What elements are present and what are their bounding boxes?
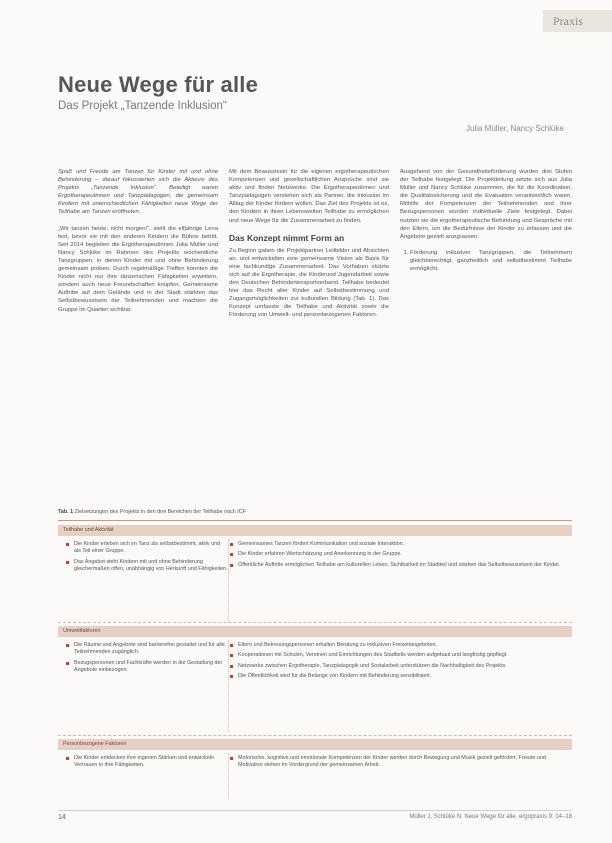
table-section — [58, 642, 572, 722]
table-cell: Eltern und Betreuungspersonen erhalten Beratung zu inklusiven Freizeitangeboten. — [230, 642, 565, 649]
body-paragraph: Ausgehend von der Gesundheitsförderung wurden drei Stufen der Teilhabe festgelegt. Die Projektleitung setzte sich aus Julia Müller und Nancy Schlüke zusammen, die für die Koordination, die Qualitätssicherung und die Evaluation verantwortlich waren. Mithilfe der Kompetenzen der Teilnehmenden und ihrer Bezugspersonen wurden individuelle Ziele festgelegt. Dabei nutzten sie die ergotherapeutische Befundung und Gespräche mit den Eltern, um die Bedürfnisse der Kinder zu erfassen und die Angebote gezielt anzupassen. — [400, 169, 572, 240]
table-section — [58, 541, 572, 611]
table-cell: Die Öffentlichkeit wird für die Belange von Kindern mit Behinderung sensibilisiert. — [230, 673, 565, 680]
table-cell: Das Angebot steht Kindern mit und ohne Behinderung gleichermaßen offen, unabhängig von Herkunft und Fähigkeiten. — [66, 559, 228, 574]
table-section-head: Personbezogene Faktoren — [58, 739, 572, 750]
column-2 — [229, 168, 389, 328]
table-section-head: Umweltfaktoren — [58, 626, 572, 637]
table-caption-text: Zielsetzungen des Projekts in den drei Bereichen der Teilhabe nach ICF — [74, 509, 246, 515]
column-divider — [228, 753, 229, 799]
table-cell: Öffentliche Auftritte ermöglichen Teilhabe am kulturellen Leben, Sichtbarkeit im Stadtteil und stärken das Selbstbewusstsein der Kinder. — [230, 562, 565, 569]
section-tag: Praxis — [543, 10, 612, 32]
table-caption-label: Tab. 1 — [58, 509, 74, 515]
column-3 — [400, 168, 572, 273]
row-divider — [58, 735, 572, 736]
column-1 — [58, 168, 218, 322]
table-cell: Die Kinder erleben sich im Tanz als selbstbestimmt, aktiv und als Teil einer Gruppe. — [66, 541, 228, 556]
column-divider — [228, 640, 229, 732]
table-cell: Die Kinder entdecken ihre eigenen Stärken und entwickeln Vertrauen in ihre Fähigkeiten. — [66, 755, 228, 770]
table-cell: Bezugspersonen und Fachkräfte werden in die Gestaltung der Angebote einbezogen. — [66, 660, 228, 675]
body-paragraph: „Wir tanzen heute, nicht morgen!“, stellt die elfjährige Lena fest, bevor sie mit den anderen Kindern die Bühne betritt. Seit 2014 begleiten die Ergotherapeutinnen Julia Müller und Nancy Schlüke im Rahmen des Projekts wöchentliche Tanzgruppen, in denen Kinder mit und ohne Behinderung gemeinsam proben. Durch regelmäßige Treffen konnten die Kinder nicht nur ihre tänzerischen Fähigkeiten erweitern, sondern auch neue Freundschaften knüpfen. Gemeinsame Auftritte auf dem Gelände und in der Stadt stärkten das Selbstbewusstsein der Teilnehmenden und machten die Gruppe im Quartier sichtbar. — [58, 225, 218, 313]
table-cell: Die Räume und Angebote sind barrierefrei gestaltet und für alle Teilnehmenden zugänglich. — [66, 642, 228, 657]
intro-paragraph: Spaß und Freude am Tanzen für Kinder mit und ohne Behinderung – darauf fokussierten sich die Akteure des Projekts „Tanzende Inklusion“. Beteiligt waren Ergotherapeutinnen und Tanzpädagogen, die gemeinsam Kindern mit unterschiedlichen Fähigkeiten neue Wege der Teilhabe am Tanzen eröffneten. — [58, 169, 218, 216]
table-caption — [58, 509, 246, 515]
table-cell: Gemeinsames Tanzen fördert Kommunikation und soziale Interaktion. — [230, 541, 565, 548]
authors: Julia Müller, Nancy Schlüke — [466, 124, 564, 133]
table-section — [58, 755, 572, 799]
table-cell: Motorische, kognitive und emotionale Kompetenzen der Kinder werden durch Bewegung und Musik gezielt gefördert; Freude und Motivation stehen im Vordergrund der gemeinsamen Arbeit. — [230, 755, 565, 770]
row-divider — [58, 622, 572, 623]
goals-table — [58, 520, 572, 803]
table-cell: Netzwerke zwischen Ergotherapie, Tanzpädagogik und Sozialarbeit unterstützen die Nachhaltigkeit des Projekts. — [230, 663, 565, 670]
section-heading: Das Konzept nimmt Form an — [229, 232, 345, 243]
footer-rule — [58, 810, 572, 811]
table-cell: Kooperationen mit Schulen, Vereinen und Einrichtungen des Stadtteils werden aufgebaut und langfristig gepflegt. — [230, 652, 565, 659]
column-divider — [228, 539, 229, 621]
page-number: 14 — [58, 814, 66, 821]
citation-footer: Müller J, Schlüke N. Neue Wege für alle. ergopraxis 9: 14–18 — [409, 814, 572, 820]
table-section-head: Teilhabe und Aktivität — [58, 525, 572, 536]
table-cell: Die Kinder erfahren Wertschätzung und Anerkennung in der Gruppe. — [230, 551, 565, 558]
list-item: 1. Förderung inklusiver Tanzgruppen, die Teilnehmern gleichberechtigt, ganzheitlich und selbstbestimmt Teilhabe ermöglicht. — [410, 249, 572, 273]
goal-list — [400, 249, 572, 273]
article-title: Neue Wege für alle — [58, 72, 259, 97]
body-paragraph: Zu Beginn gaben die Projektpartner Leitbilder und Absichten an, und entwickelten eine gemeinsame Vision als Basis für eine fachkundige Zusammenarbeit. Das Vorhaben stützte sich auf die Ergotherapie, die Kinderund Jugendarbeit sowie den Deutschen Behindertensportverband. Teilhabe bedeutet hier das Recht aller Kinder auf Selbstbestimmung und Zugangsmöglichkeiten zur kulturellen Bildung (Tab. 1). Das Konzept umfasste die Teilhabe und Aktivität sowie die Förderung von Umwelt- und personbezogenen Faktoren. — [229, 247, 389, 319]
body-paragraph: Mit dem Bewusstsein für die eigenen ergotherapeutischen Kompetenzen und gesellschaftlichen Ansprüche sind sie aktiv und finden Netzwerke. Die Ergotherapeutinnen und Tanzpädagogen verstehen sich als Partner, die Inklusion im Alltag der Kinder fördern wollen. Das Ziel des Projekts ist es, den Kindern in ihren Lebenswelten Teilhabe zu ermöglichen und neue Wege für die Zusammenarbeit zu finden. — [229, 169, 389, 224]
article-subtitle: Das Projekt „Tanzende Inklusion“ — [58, 100, 227, 112]
